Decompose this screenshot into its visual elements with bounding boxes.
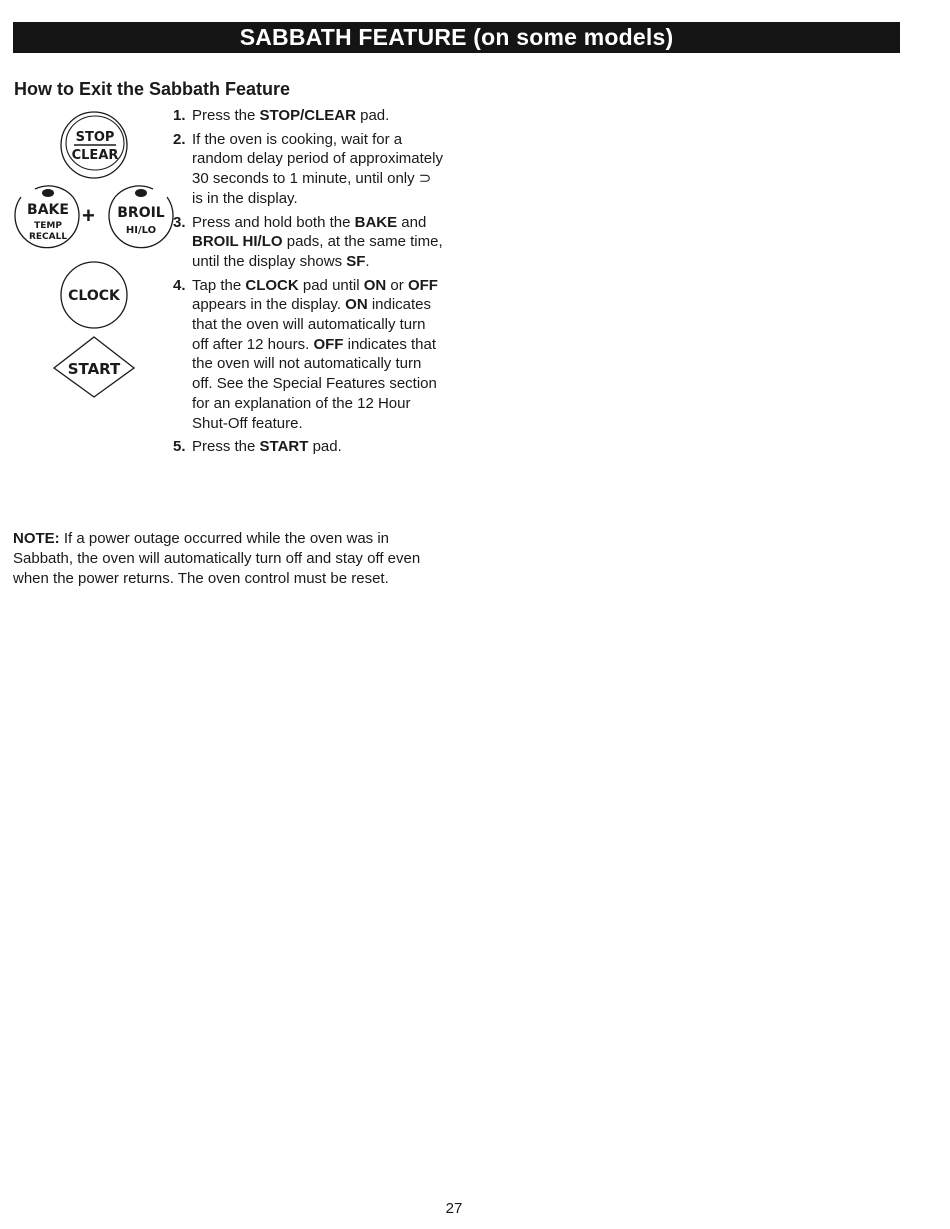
start-label: START: [67, 360, 121, 378]
page-number: 27: [445, 1200, 463, 1217]
power-outage-note: [13, 529, 433, 589]
broil-label: BROIL: [117, 205, 165, 221]
clock-label: CLOCK: [68, 288, 120, 304]
note-text: If a power outage occurred while the oven was in Sabbath, the oven will automatically turn off and stay off even when the power returns. The oven control must be reset.: [13, 530, 421, 587]
stop-clear-pad-icon: [58, 110, 130, 180]
temp-label: TEMP: [34, 221, 62, 231]
step-2: 2. If the oven is cooking, wait for a random delay period of approximately 30 seconds to 1 minute, until only ⊃ is in the display.: [173, 130, 443, 207]
bake-pad-icon: [13, 183, 85, 251]
plus-sign: +: [82, 203, 95, 228]
section-banner: SABBATH FEATURE (on some models): [13, 22, 900, 53]
clear-label: CLEAR: [71, 148, 119, 163]
section-heading: How to Exit the Sabbath Feature: [14, 79, 291, 99]
step-1: 1. Press the STOP/CLEAR pad.: [173, 107, 390, 124]
note-label: NOTE:: [13, 530, 60, 547]
recall-label: RECALL: [28, 232, 68, 242]
start-pad-icon: [52, 334, 136, 400]
clock-pad-icon: [58, 260, 130, 330]
step-4: 4. Tap the CLOCK pad until ON or OFF appears in the display. ON indicates that the oven will automatically turn off after 12 hours. OFF indicates that the oven will not automatically turn off. See the Special Features section for an explanation of the 12 Hour Shut-Off feature.: [173, 276, 438, 432]
hilo-label: HI/LO: [125, 225, 157, 236]
stop-label: STOP: [75, 130, 115, 145]
exit-steps-list: [173, 106, 443, 461]
broil-pad-icon: [105, 183, 177, 251]
bake-label: BAKE: [27, 202, 69, 218]
step-5: 5. Press the START pad.: [173, 438, 342, 456]
step-3: 3. Press and hold both the BAKE and BROIL HI/LO pads, at the same time, until the display shows SF.: [173, 213, 443, 270]
